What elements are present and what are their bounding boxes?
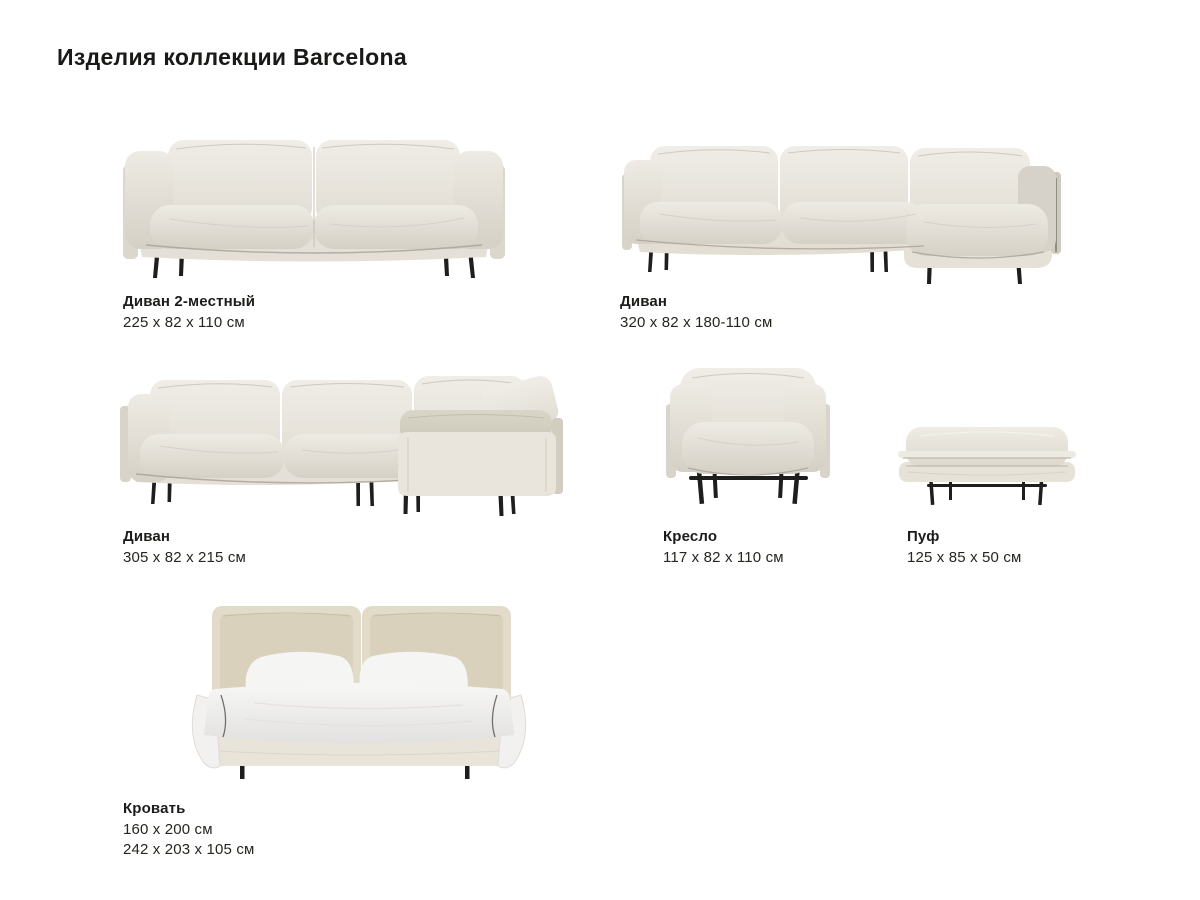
product-image-armchair bbox=[662, 362, 834, 510]
product-label-sofa-corner bbox=[123, 527, 246, 568]
product-name: Кресло bbox=[663, 528, 718, 545]
product-name: Кровать bbox=[123, 800, 186, 817]
product-name: Диван 2-местный bbox=[123, 293, 256, 310]
sofa-chaise-illustration bbox=[620, 138, 1068, 286]
product-name: Диван bbox=[620, 293, 668, 310]
sofa-2-seat-illustration bbox=[118, 127, 510, 279]
product-dimensions: 125 x 85 x 50 см bbox=[907, 548, 1022, 566]
product-image-bed bbox=[185, 603, 533, 783]
product-dimensions: 225 x 82 x 110 см bbox=[123, 313, 245, 331]
product-dimensions: 320 x 82 x 180-110 см bbox=[620, 313, 773, 331]
bed-illustration bbox=[185, 603, 533, 783]
pouf-cushion bbox=[898, 427, 1076, 467]
product-label-bed bbox=[123, 799, 254, 861]
product-dimensions: 160 x 200 см bbox=[123, 820, 213, 838]
product-label-pouf bbox=[907, 527, 1021, 568]
product-label-armchair bbox=[663, 527, 784, 568]
pouf-illustration bbox=[896, 424, 1078, 508]
product-dimensions: 117 x 82 x 110 см bbox=[663, 548, 784, 566]
armchair-seat-cushion bbox=[682, 422, 814, 475]
product-image-pouf bbox=[896, 424, 1078, 508]
product-dimensions: 305 x 82 x 215 см bbox=[123, 548, 246, 566]
product-image-sofa-corner bbox=[116, 362, 576, 520]
product-label-sofa-chaise bbox=[620, 292, 772, 333]
bed-duvet bbox=[204, 683, 514, 744]
product-image-sofa-2-seat bbox=[118, 127, 510, 279]
product-dimensions: 242 x 203 x 105 см bbox=[123, 841, 255, 858]
product-label-sofa-2-seat bbox=[123, 292, 255, 333]
page-title: Изделия коллекции Barcelona bbox=[57, 44, 407, 70]
sofa-corner-illustration bbox=[116, 362, 576, 520]
armchair-illustration bbox=[662, 362, 834, 510]
product-name: Диван bbox=[123, 528, 171, 545]
product-image-sofa-chaise bbox=[620, 138, 1068, 286]
product-name: Пуф bbox=[907, 528, 940, 545]
